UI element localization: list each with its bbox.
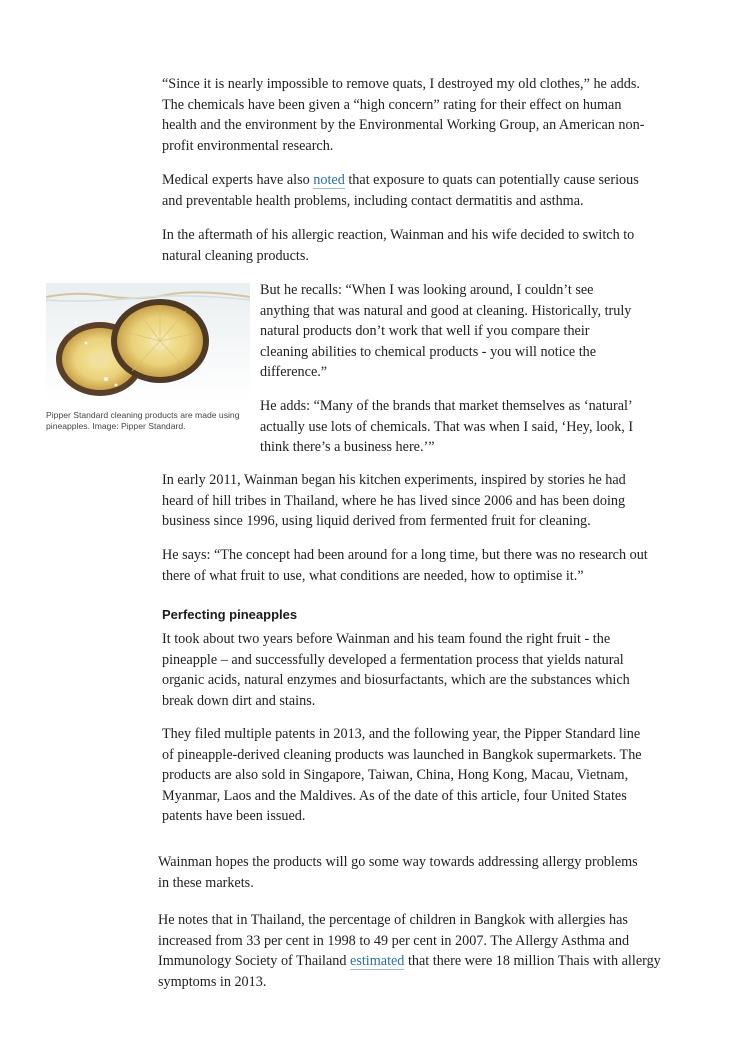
paragraph-patents: They filed multiple patents in 2013, and the following year, the Pipper Standard line of pineapple-derived cleaning products was launched in Bangkok supermarkets. The products are also sold in Singapore, Taiwan, China, Hong Kong, Macau, Vietnam, Myanmar, Laos and the Maldives. As of the date of this article, four United States patents have been issued. xyxy=(162,726,642,824)
pineapple-image-graphic xyxy=(46,283,250,401)
paragraph-text: He notes that in Thailand, the percentage of children in Bangkok with allergies has increased from 33 per cent in 1998 to 49 per cent in 2007. The Allergy Asthma and Immunology Society of Thailand xyxy=(158,912,630,969)
paragraph-he-says: He says: “The concept had been around for a long time, but there was no research out there of what fruit to use, what conditions are needed, how to optimise it.” xyxy=(162,547,648,584)
paragraph-medical-experts xyxy=(162,170,657,211)
paragraph-text: that exposure to quats can potentially cause serious and preventable health problems, including contact dermatitis and asthma. xyxy=(162,172,639,209)
paragraph-early-2011: In early 2011, Wainman began his kitchen experiments, inspired by stories he had heard of hill tribes in Thailand, where he has lived since 2006 and has been doing business since 1996, using liquid derived from fermented fruit for cleaning. xyxy=(162,472,626,529)
paragraph-aftermath: In the aftermath of his allergic reaction, Wainman and his wife decided to switch to natural cleaning products. xyxy=(162,227,635,264)
estimated-link[interactable]: estimated xyxy=(350,953,405,969)
paragraph-text: that there were 18 million Thais with allergy symptoms in 2013. xyxy=(158,953,661,990)
noted-link[interactable]: noted xyxy=(313,172,345,188)
paragraph-text: Medical experts have also xyxy=(162,172,314,188)
paragraph-he-recalls: But he recalls: “When I was looking around, I couldn’t see anything that was natural and good at cleaning. Historically, truly natural products don’t work that well if you compare their cleaning abilities to chemical products - you will notice the difference.” xyxy=(260,282,632,380)
section-heading: Perfecting pineapples xyxy=(162,607,298,622)
paragraph-thailand-allergies xyxy=(158,910,673,992)
paragraph-quats-clothes: “Since it is nearly impossible to remove quats, I destroyed my old clothes,” he adds. The chemicals have been given a “high concern” rating for their effect on human health and the environment by the Environmental Working Group, an American non-profit environmental research. xyxy=(162,76,645,154)
paragraph-two-years: It took about two years before Wainman and his team found the right fruit - the pineapple – and successfully developed a fermentation process that yields natural organic acids, natural enzymes and biosurfactants, which are the substances which break down dirt and stains. xyxy=(162,631,630,709)
pineapple-slices-image xyxy=(46,283,250,401)
image-caption: Pipper Standard cleaning products are made using pineapples. Image: Pipper Standard. xyxy=(46,410,240,431)
paragraph-he-adds: He adds: “Many of the brands that market themselves as ‘natural’ actually use lots of chemicals. That was when I said, ‘Hey, look, I think there’s a business here.’” xyxy=(260,398,634,455)
paragraph-wainman-hopes: Wainman hopes the products will go some way towards addressing allergy problems in these markets. xyxy=(158,854,638,891)
